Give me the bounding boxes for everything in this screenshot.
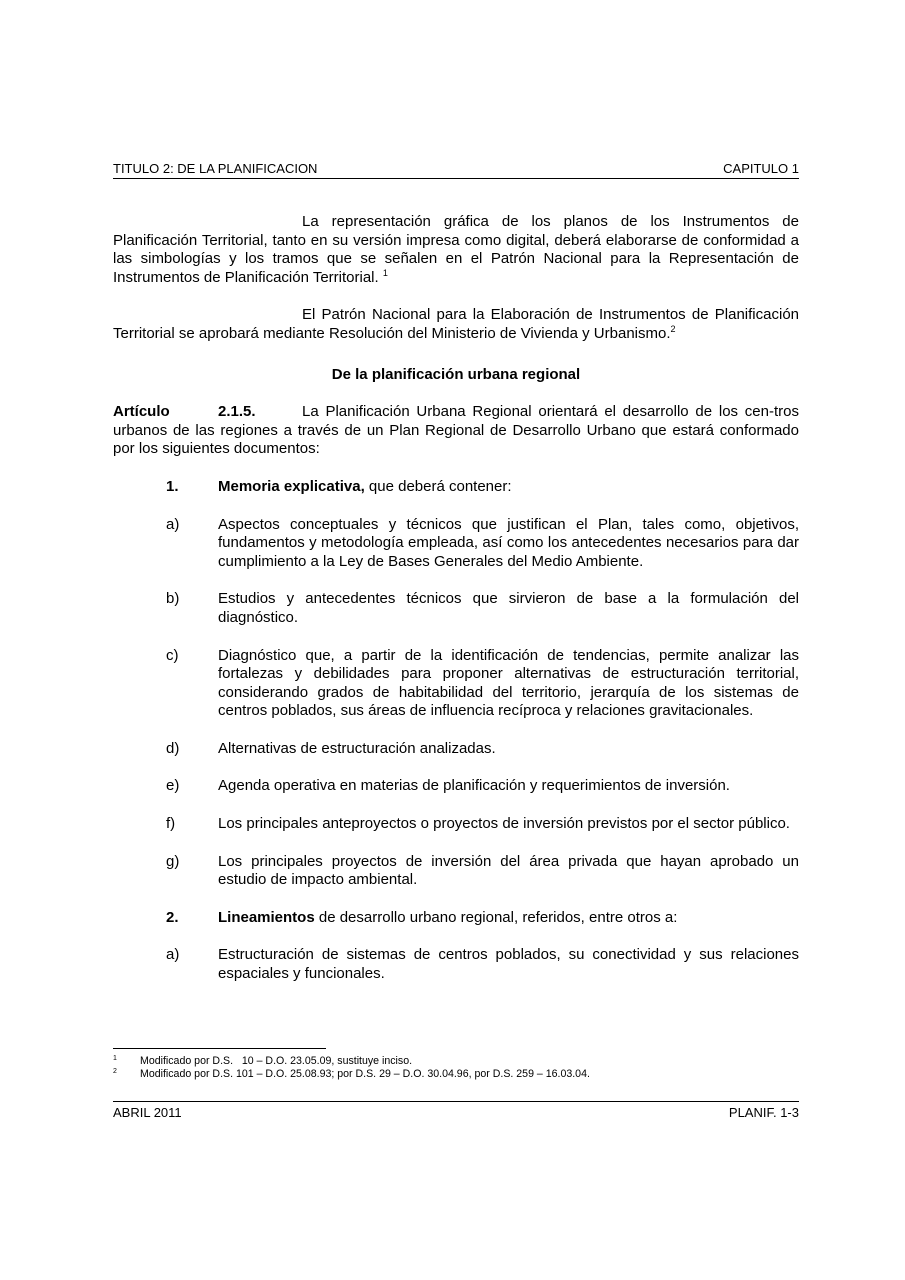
document-page <box>113 0 799 1280</box>
list-item-a: a) Aspectos conceptuales y técnicos que justifican el Plan, tales como, objetivos, fundamentos y metodología empleada, así como los antecedentes necesarios para dar cumplimiento a la Ley de Bases Generales del Medio Ambiente. <box>166 515 799 570</box>
article-2-1-5 <box>113 403 799 459</box>
footnotes <box>113 1055 799 1081</box>
page-footer <box>113 1101 799 1120</box>
article-label: Artículo <box>113 403 170 421</box>
article-text: La Planificación Urbana Regional orientará el desarrollo de los cen-tros urbanos de las regiones a través de un Plan Regional de Desarrollo Urbano que estará conformado por los siguientes documentos: <box>113 403 799 458</box>
footer-date: ABRIL 2011 <box>113 1105 182 1120</box>
item-heading: Memoria explicativa, <box>218 477 365 495</box>
list-item-c: c) Diagnóstico que, a partir de la identificación de tendencias, permite analizar las fortalezas y debilidades para proponer alternativas de estructuración territorial, considerando grados de habitabilidad del territorio, jerarquía de los sistemas de centros poblados, sus áreas de influencia recíproca y relaciones gravitacionales. <box>166 646 799 720</box>
item-marker: 2. <box>166 908 179 926</box>
header-chapter: CAPITULO 1 <box>723 161 799 176</box>
header-title: TITULO 2: DE LA PLANIFICACION <box>113 161 318 176</box>
numbered-item-2: 2. Lineamientos de desarrollo urbano regional, referidos, entre otros a: <box>166 908 678 926</box>
list-item-f: f) Los principales anteproyectos o proyectos de inversión previstos por el sector público. <box>166 815 790 833</box>
footnote-1: 1 Modificado por D.S. 10 – D.O. 23.05.09, sustituye inciso. <box>113 1055 413 1067</box>
list-item-e: e) Agenda operativa en materias de planificación y requerimientos de inversión. <box>166 777 730 795</box>
list-item-b: b) Estudios y antecedentes técnicos que sirvieron de base a la formulación del diagnóstico. <box>166 590 799 626</box>
footnote-divider <box>113 1048 326 1049</box>
article-number: 2.1.5. <box>218 403 256 421</box>
numbered-item-1: 1. Memoria explicativa, que deberá contener: <box>166 477 512 495</box>
item-heading: Lineamientos <box>218 908 315 926</box>
list-item-d: d) Alternativas de estructuración analizadas. <box>166 739 496 757</box>
footnote-ref-1: 1 <box>382 267 388 278</box>
paragraph-representacion: La representación gráfica de los planos de los Instrumentos de Planificación Territorial, tanto en su versión impresa como digital, deberá elaborarse de conformidad a las simbologías y los tramos que se señalen en el Patrón Nacional para la Representación de Instrumentos de Planificación Territorial. $^1$ <box>113 213 799 286</box>
list-item-g: g) Los principales proyectos de inversión del área privada que hayan aprobado un estudio de impacto ambiental. <box>166 852 799 889</box>
paragraph-patron: El Patrón Nacional para la Elaboración de Instrumentos de Planificación Territorial se aprobará mediante Resolución del Ministerio de Vivienda y Urbanismo.$^2$ <box>113 306 799 342</box>
page-body <box>113 213 799 984</box>
section-title: De la planificación urbana regional <box>331 365 581 383</box>
item-marker: 1. <box>166 477 179 495</box>
list-item-a-2: a) Estructuración de sistemas de centros poblados, su conectividad y sus relaciones espaciales y funcionales. <box>166 946 799 983</box>
footnote-ref-2: 2 <box>670 323 676 334</box>
page-number: PLANIF. 1-3 <box>728 1105 799 1120</box>
footnote-2: 2 Modificado por D.S. 101 – D.O. 25.08.93; por D.S. 29 – D.O. 30.04.96, por D.S. 259 – 16.03.04. <box>113 1068 590 1080</box>
page-header <box>113 160 799 179</box>
